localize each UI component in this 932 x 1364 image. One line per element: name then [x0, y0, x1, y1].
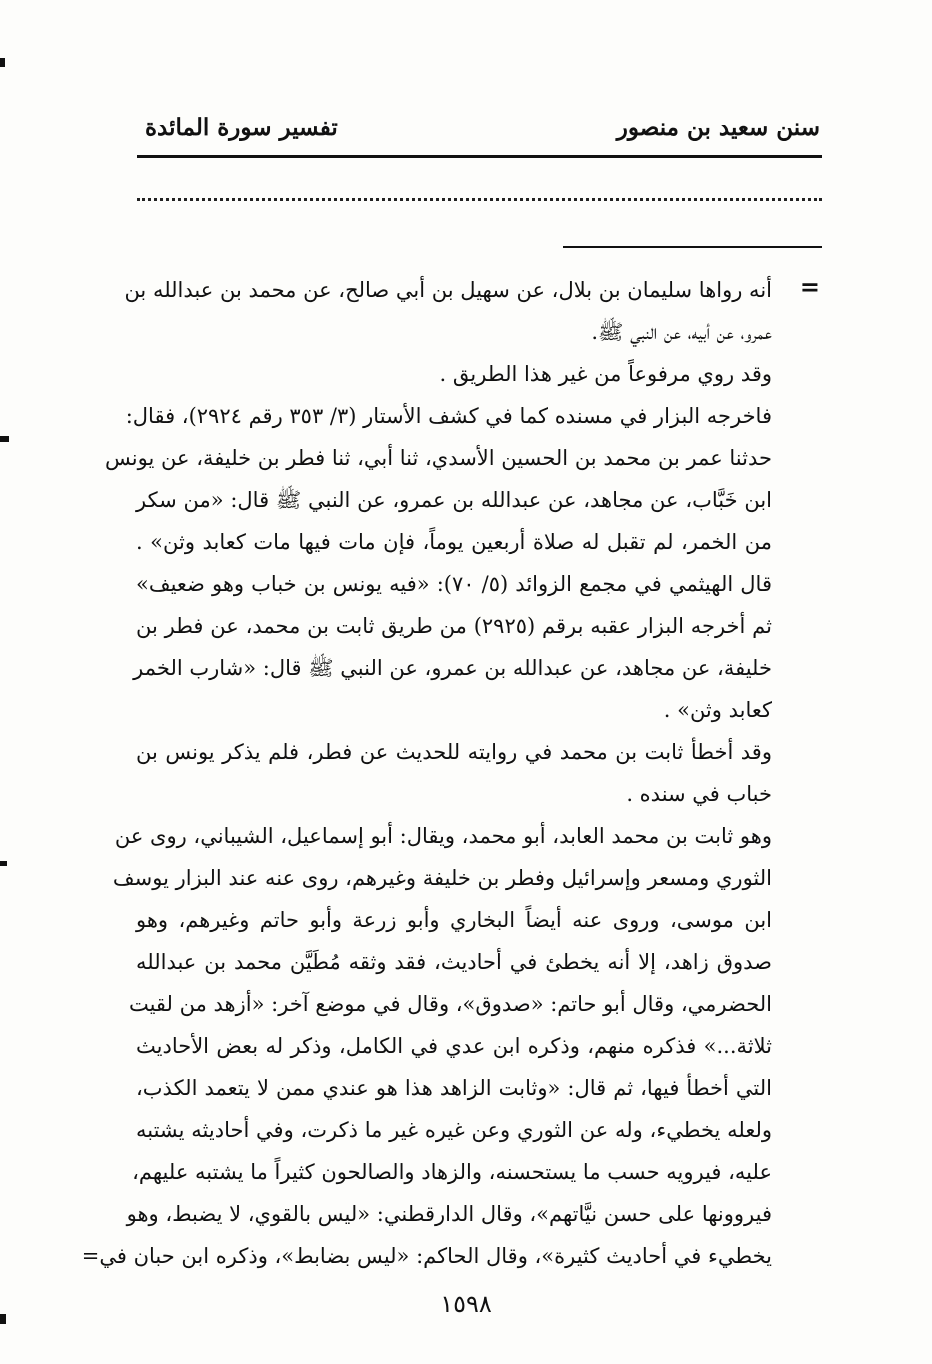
text-line: عمرو، عن أبيه، عن النبي ﷺ. [591, 320, 772, 344]
text-line: قال الهيثمي في مجمع الزوائد (٥/ ٧٠): «فيه يونس بن خباب وهو ضعيف» [136, 572, 772, 596]
text-line: الحضرمي، وقال أبو حاتم: «صدوق»، وقال في موضع آخر: «أزهد من لقيت [128, 992, 772, 1016]
text-line: يخطيء في أحاديث كثيرة»، وقال الحاكم: «ليس بضابط»، وذكره ابن حبان في= [81, 1244, 772, 1268]
dotted-separator [137, 198, 822, 201]
text-line: حدثنا عمر بن محمد بن الحسين الأسدي، ثنا أبي، ثنا فطر بن خليفة، عن يونس [105, 446, 772, 470]
footnote-rule [563, 246, 822, 248]
text-line: فيروونها على حسن نيَّاتهم»، وقال الدارقطني: «ليس بالقوي، لا يضبط، وهو [126, 1202, 772, 1226]
text-line: كعابد وثن» . [663, 698, 772, 722]
text-line: ولعله يخطيء، وله عن الثوري وعن غيره غير ما ذكرت، وفي أحاديثه يشتبه [136, 1118, 772, 1142]
section-title: تفسير سورة المائدة [145, 114, 338, 141]
book-title: سنن سعيد بن منصور [616, 114, 820, 141]
text-line: من الخمر، لم تقبل له صلاة أربعين يوماً، فإن مات فيها مات كعابد وثن» . [136, 530, 772, 554]
text-line: خليفة، عن مجاهد، عن عبدالله بن عمرو، عن النبي ﷺ قال: «شارب الخمر [133, 656, 772, 680]
text-line: التي أخطأ فيها، ثم قال: «وثابت الزاهد هذا هو عندي ممن لا يتعمد الكذب، [136, 1076, 772, 1100]
text-line: صدوق زاهد، إلا أنه يخطئ في أحاديث، فقد وثقه مُطَيَّن محمد بن عبدالله [136, 950, 772, 974]
text-line: فاخرجه البزار في مسنده كما في كشف الأستار (٣/ ٣٥٣ رقم ٢٩٢٤)، فقال: [125, 404, 772, 428]
scan-edge-mark [0, 436, 9, 442]
text-line: وقد أخطأ ثابت بن محمد في روايته للحديث عن فطر، فلم يذكر يونس بن [136, 740, 772, 764]
text-line: ثلاثة...» فذكره منهم، وذكره ابن عدي في الكامل، وذكر له بعض الأحاديث [136, 1034, 772, 1058]
text-line: ابن خَبَّاب، عن مجاهد، عن عبدالله بن عمرو، عن النبي ﷺ قال: «من سكر [136, 488, 772, 512]
header-rule [137, 155, 822, 158]
text-line: ثم أخرجه البزار عقبه برقم (٢٩٢٥) من طريق ثابت بن محمد، عن فطر بن [136, 614, 772, 638]
text-line: خباب في سنده . [626, 782, 772, 806]
text-line: وقد روي مرفوعاً من غير هذا الطريق . [439, 362, 772, 386]
scan-edge-mark [0, 861, 7, 866]
text-line: وهو ثابت بن محمد العابد، أبو محمد، ويقال: أبو إسماعيل، الشيباني، روى عن [114, 824, 772, 848]
scan-edge-mark [0, 58, 5, 67]
page-number: ١٥٩٨ [440, 1290, 492, 1318]
text-line: عليه، فيرويه حسب ما يستحسنه، والزهاد والصالحون كثيراً ما يشتبه عليهم، [132, 1160, 772, 1184]
text-line: الثوري ومسعر وإسرائيل وفطر بن خليفة وغيرهم، روى عنه عند البزار يوسف [112, 866, 772, 890]
text-line: ابن موسى، وروى عنه أيضاً البخاري وأبو زرعة وأبو حاتم وغيرهم، وهو [136, 908, 772, 932]
text-line: أنه رواها سليمان بن بلال، عن سهيل بن أبي صالح، عن محمد بن عبدالله بن [124, 278, 772, 302]
continuation-mark: = [799, 272, 820, 301]
scan-edge-mark [0, 1314, 6, 1324]
